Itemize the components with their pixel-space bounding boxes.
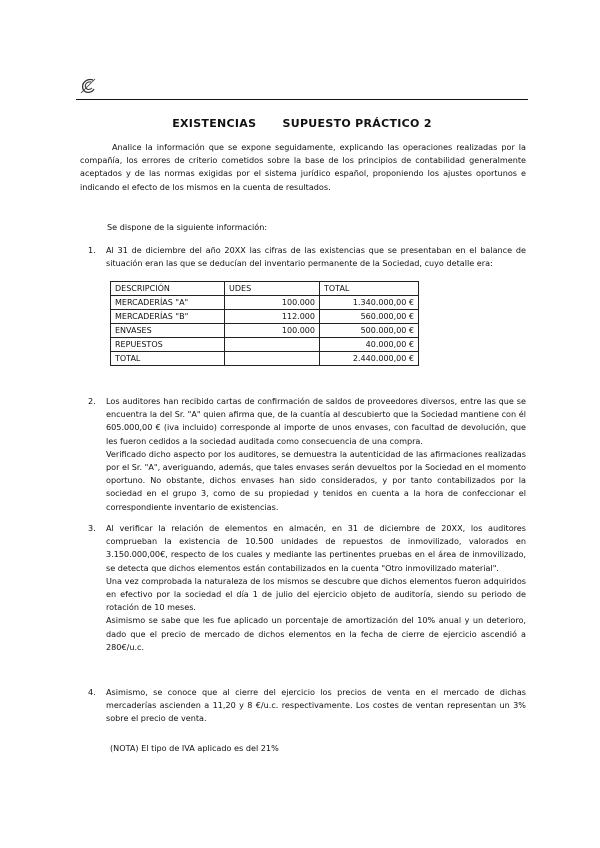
item-3-paragraph: Asimismo se sabe que les fue aplicado un porcentaje de amortización del 10% anual y un deterioro, dado que el precio de mercado de dichos elementos en la fecha de cierre de ejercicio ascendió a 280€/u.c. [106, 615, 526, 652]
logo-icon [78, 76, 98, 96]
header-cell: UDES [225, 282, 320, 296]
header-cell: DESCRIPCIÓN [111, 282, 225, 296]
table-row [111, 324, 419, 338]
vat-note: (NOTA) El tipo de IVA aplicado es del 21% [110, 743, 279, 753]
title-case: SUPUESTO PRÁCTICO 2 [282, 117, 432, 130]
header-cell: TOTAL [320, 282, 419, 296]
item-2-paragraph: Los auditores han recibido cartas de confirmación de saldos de proveedores diversos, entre las que se encuentra la del Sr. "A" quien afirma que, de la cuantía al descubierto que la Sociedad mantiene con él 605.000,00 € (iva incluido) corresponde al importe de unos envases, con facultad de devolución, que les fueron cedidos a la sociedad auditada como consecuencia de una compra. [106, 396, 526, 446]
item-3-text [106, 522, 526, 654]
table-cell: 1.340.000,00 € [320, 296, 419, 310]
item-number: 2. [88, 396, 96, 406]
table-cell: 2.440.000,00 € [320, 352, 419, 366]
item-number: 3. [88, 523, 96, 533]
table-cell: MERCADERÍAS "A" [111, 296, 225, 310]
table-cell: 560.000,00 € [320, 310, 419, 324]
item-1-text: Al 31 de diciembre del año 20XX las cifras de las existencias que se presentaban en el balance de situación eran las que se deducían del inventario permanente de la Sociedad, cuyo detalle era: [106, 245, 526, 269]
item-4-text: Asimismo, se conoce que al cierre del ejercicio los precios de venta en el mercado de dichas mercaderías ascienden a 11,20 y 8 €/u.c. respectivamente. Los costes de ventan representan un 3% sobre el precio de venta. [106, 687, 526, 724]
item-3-paragraph: Al verificar la relación de elementos en almacén, en 31 de diciembre de 20XX, los auditores comprueban la existencia de 10.500 unidades de repuestos de inmovilizado, valorados en 3.150.000,00€, respecto de los cuales y mediante las pertinentes pruebas en el área de inmovilizado, se detecta que dichos elementos están contabilizados en la cuenta "Otro inmovilizado material". [106, 523, 526, 573]
intro-paragraph: Analice la información que se expone seguidamente, explicando las operaciones realizadas por la compañía, los errores de criterio cometidos sobre la base de los principios de contabilidad generalmente aceptados y de las normas exigidas por el sistema jurídico español, proponiendo los ajustes oportunos e indicando el efecto de los mismos en la cuenta de resultados. [80, 142, 526, 192]
header-rule [76, 99, 528, 100]
table-cell: 112.000 [225, 310, 320, 324]
info-lead: Se dispone de la siguiente información: [107, 222, 268, 232]
table-cell: 100.000 [225, 324, 320, 338]
item-3-paragraph: Una vez comprobada la naturaleza de los mismos se descubre que dichos elementos fueron adquiridos en efectivo por la sociedad el día 1 de julio del ejercicio objeto de auditoría, siendo su periodo de rotación de 10 meses. [106, 575, 526, 613]
table-cell: TOTAL [111, 352, 225, 366]
inventory-table [110, 281, 419, 366]
page-title [76, 117, 528, 130]
item-number: 1. [88, 245, 96, 255]
table-cell: REPUESTOS [111, 338, 225, 352]
table-cell [225, 338, 320, 352]
item-2-paragraph: Verificado dicho aspecto por los auditores, se demuestra la autenticidad de las afirmaciones realizadas por el Sr. "A", averiguando, además, que tales envases serán devueltos por la Sociedad en el momento oportuno. No obstante, dichos envases han sido considerados, y por tanto contabilizados por la sociedad en el grupo 3, como de su propiedad y tenidos en cuenta a la hora de confeccionar el correspondiente inventario de existencias. [106, 448, 526, 512]
table-cell: MERCADERÍAS "B" [111, 310, 225, 324]
item-number: 4. [88, 687, 96, 697]
title-topic: EXISTENCIAS [172, 117, 257, 130]
table-header-row [111, 282, 419, 296]
table-total-row [111, 352, 419, 366]
table-cell: ENVASES [111, 324, 225, 338]
table-cell [225, 352, 320, 366]
item-2-text [106, 395, 526, 514]
table-row [111, 338, 419, 352]
table-cell: 100.000 [225, 296, 320, 310]
table-row [111, 310, 419, 324]
table-cell: 40.000,00 € [320, 338, 419, 352]
table-cell: 500.000,00 € [320, 324, 419, 338]
table-row [111, 296, 419, 310]
